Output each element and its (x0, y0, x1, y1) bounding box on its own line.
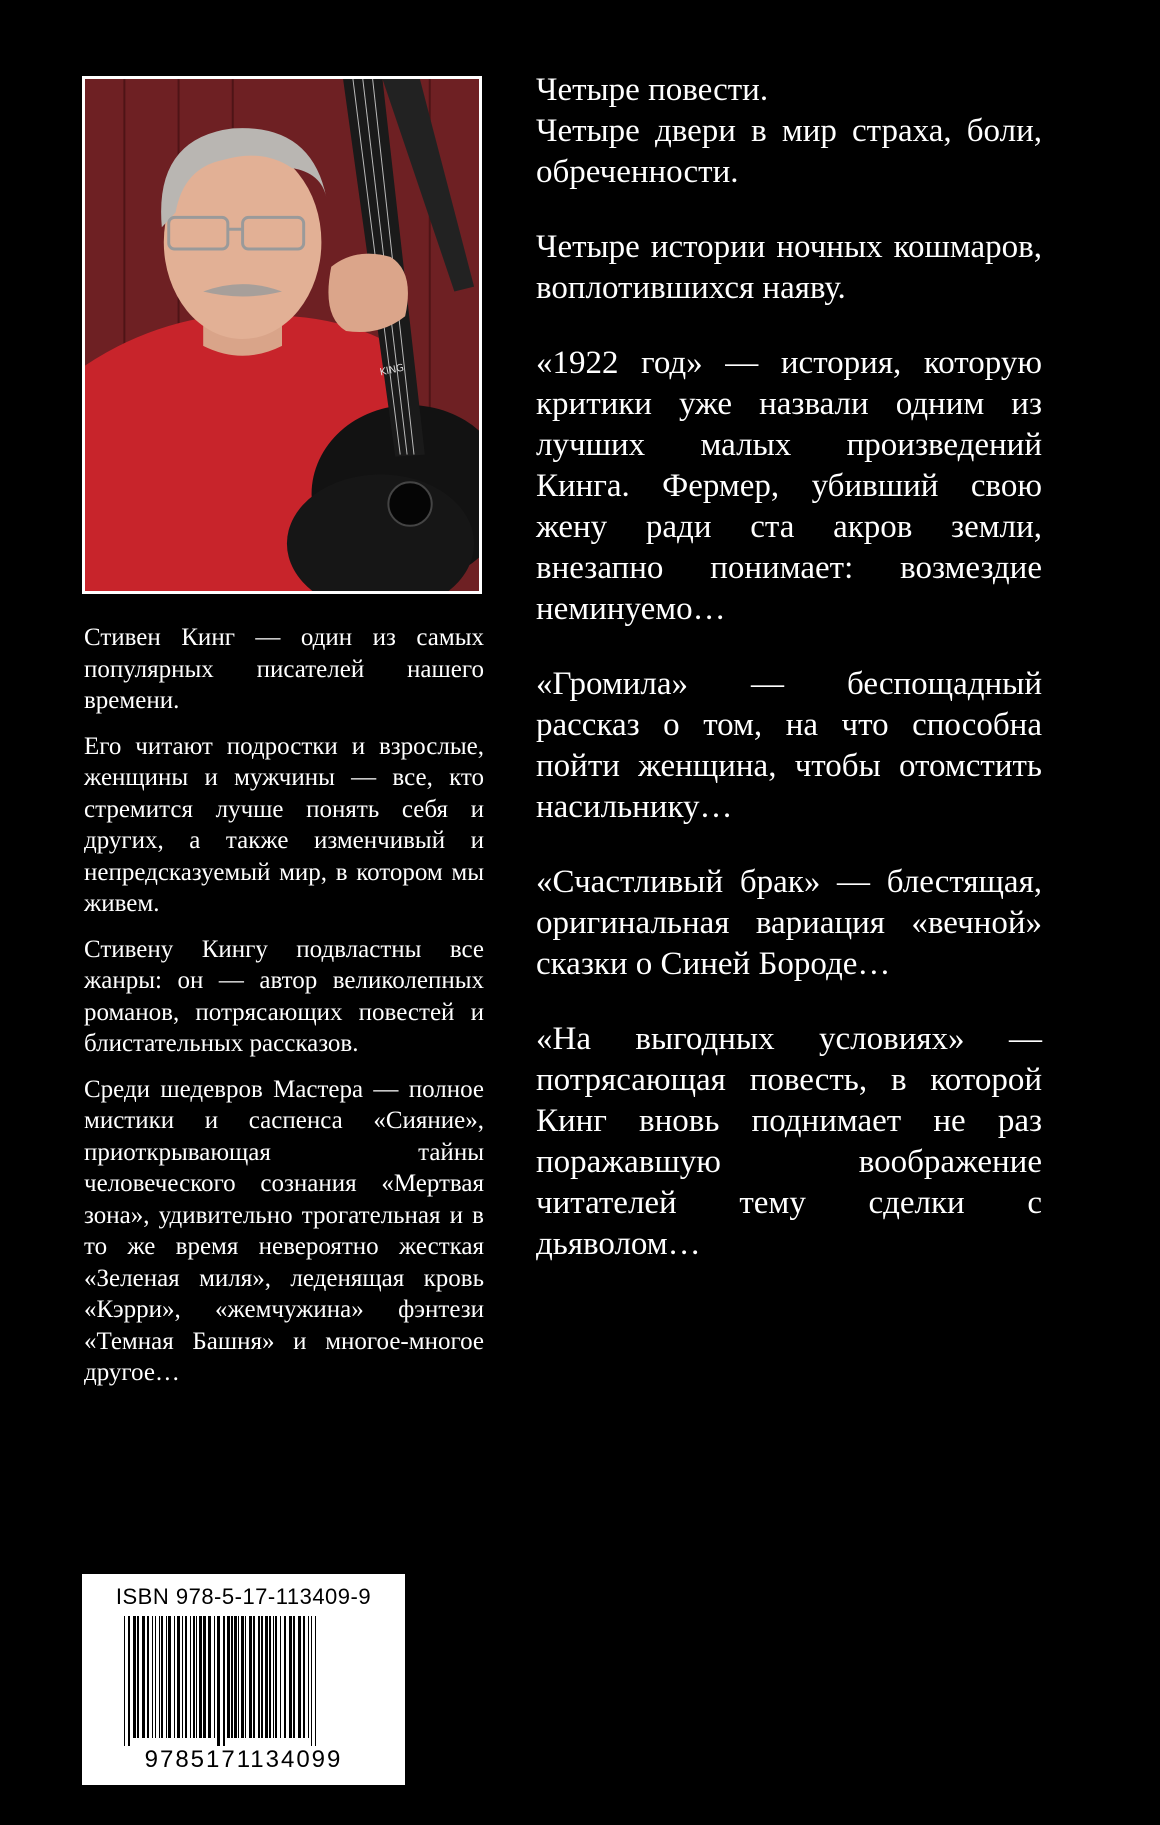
annotation-intro: Четыре повести. Четыре двери в мир страха, боли, обреченности. (536, 72, 1042, 190)
barcode-bar (253, 1616, 255, 1738)
barcode-bar (261, 1616, 263, 1738)
isbn-barcode-block (82, 1574, 405, 1785)
barcode-bar (152, 1616, 153, 1738)
barcode-bar (174, 1616, 175, 1738)
barcode-bar (161, 1616, 163, 1738)
barcode-bar (227, 1616, 230, 1738)
barcode-bar (214, 1616, 215, 1738)
barcode-bar (249, 1616, 252, 1738)
bio-paragraph: Среди шедевров Мастера — полное мистики и саспенса «Сияние», приоткрывающая тайны человеческого сознания «Мертвая зона», удивительно трогательная и в то же время невероятно жесткая «Зеленая миля», леденящая кровь «Кэрри», «жемчужина» фэнтези «Темная Башня» и многое-многое другое… (84, 1075, 484, 1386)
barcode-bar (269, 1616, 271, 1738)
barcode-bar (265, 1616, 268, 1738)
barcode-bar (203, 1616, 206, 1738)
barcode-bar (308, 1616, 309, 1738)
barcode-bar (273, 1616, 274, 1738)
barcode-bar (303, 1616, 305, 1738)
barcode-bar (311, 1616, 312, 1746)
barcode-bar (298, 1616, 301, 1738)
barcode-bar (208, 1616, 211, 1738)
barcode-bar (293, 1616, 295, 1738)
barcode-bar (231, 1616, 233, 1738)
barcode-bar (185, 1616, 187, 1738)
barcode-bar (193, 1616, 195, 1738)
barcode-bar (234, 1616, 237, 1738)
barcode-digits: 9785171134099 (144, 1746, 343, 1773)
barcode-bar (128, 1616, 130, 1746)
barcode-bar (217, 1616, 220, 1746)
barcode-bar (258, 1616, 260, 1738)
barcode-bar (245, 1616, 246, 1738)
author-photo (82, 76, 482, 594)
annotation-paragraph: «На выгодных условиях» — потрясающая повесть, в которой Кинг вновь поднимает не раз поражавшую воображение читателей тему сделки с дьяволом… (536, 1021, 1042, 1262)
annotation-paragraph: «Громила» — беспощадный рассказ о том, на что способна пойти женщина, чтобы отомстить насильнику… (536, 666, 1042, 825)
barcode-bar (284, 1616, 286, 1738)
guitar-label: KING (378, 362, 405, 379)
barcode-bar (190, 1616, 191, 1738)
barcode-bar (124, 1616, 125, 1746)
barcode-bar (182, 1616, 183, 1738)
annotation-paragraph: Четыре истории ночных кошмаров, воплотившихся наяву. (536, 229, 1042, 306)
bio-paragraph: Стивен Кинг — один из самых популярных писателей нашего времени. (84, 624, 484, 714)
barcode-bar (168, 1616, 171, 1738)
barcode-bar (133, 1616, 136, 1738)
barcode-bar (147, 1616, 149, 1738)
barcode-bar (223, 1616, 225, 1746)
author-photo-illustration (85, 79, 479, 591)
barcode-bar (166, 1616, 167, 1738)
barcode-bar (241, 1616, 244, 1738)
annotation-paragraph: «Счастливый брак» — блестящая, оригинальная вариация «вечной» сказки о Синей Бороде… (536, 864, 1042, 982)
isbn-label: ISBN 978-5-17-113409-9 (115, 1584, 372, 1609)
barcode-bar (159, 1616, 160, 1738)
annotation-paragraph: «1922 год» — история, которую критики уже назвали одним из лучших малых произведений Кинга. Фермер, убивший свою жену ради ста акров земли, внезапно понимает: возмездие неминуемо… (536, 345, 1042, 627)
author-bio (84, 622, 484, 1403)
barcode-bar (196, 1616, 197, 1738)
bio-paragraph: Стивену Кингу подвластны все жанры: он — автор великолепных романов, потрясающих повестей и блистательных рассказов. (84, 935, 484, 1057)
barcode-bar (315, 1616, 316, 1746)
bio-paragraph: Его читают подростки и взрослые, женщины и мужчины — все, кто стремится лучше понять себя и других, а также изменчивый и непредсказуемый мир, в котором мы живем. (84, 732, 484, 917)
barcode-bar (137, 1616, 139, 1738)
barcode-bar (199, 1616, 202, 1738)
barcode-bar (238, 1616, 239, 1738)
barcode-bar (289, 1616, 292, 1738)
barcode-icon (122, 1616, 365, 1746)
barcode-bar (177, 1616, 180, 1738)
barcode-bar (275, 1616, 277, 1738)
barcode-bar (142, 1616, 145, 1738)
barcode-bar (155, 1616, 156, 1738)
book-annotation (536, 70, 1042, 1299)
barcode-bar (280, 1616, 281, 1738)
